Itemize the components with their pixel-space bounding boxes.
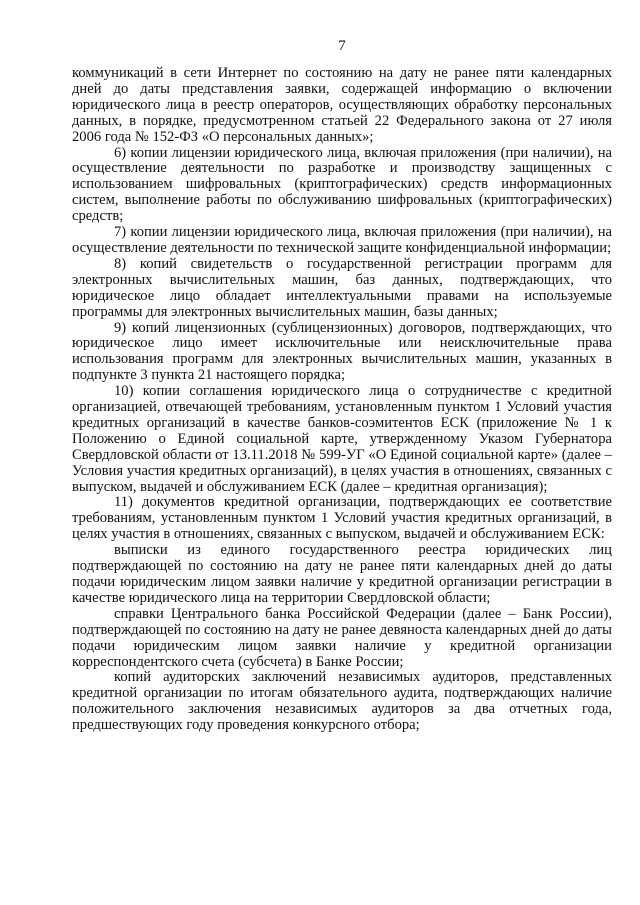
paragraph-central-bank-certificate: справки Центрального банка Российской Федерации (далее – Банк России), подтверждающей по состоянию на дату не ранее девяноста календарных дней до даты подачи юридическим лицом заявки наличие у кредитной организации корреспондентского счета (субсчета) в Банке России;: [72, 605, 612, 670]
paragraph-item-8: 8) копий свидетельств о государственной регистрации программ для электронных вычислительных машин, баз данных, подтверждающих, что юридическое лицо обладает интеллектуальными правами на используемые программы для электронных вычислительных машин, базы данных;: [72, 255, 612, 320]
paragraph-continuation: коммуникаций в сети Интернет по состоянию на дату не ранее пяти календарных дней до даты представления заявки, содержащей информацию о включении юридического лица в реестр операторов, осуществляющих обработку персональных данных, в порядке, предусмотренном статьей 22 Федерального закона от 27 июля 2006 года № 152-ФЗ «О персональных данных»;: [72, 65, 612, 145]
paragraph-registry-extract: выписки из единого государственного реестра юридических лиц подтверждающей по состоянию на дату не ранее пяти календарных дней до даты подачи юридическим лицом заявки наличие у кредитной организации регистрации в качестве юридического лица на территории Свердловской области;: [72, 542, 612, 606]
page-number: 7: [338, 38, 346, 54]
paragraph-item-11: 11) документов кредитной организации, подтверждающих ее соответствие требованиям, установленным пунктом 1 Условий участия кредитных организаций, в целях участия в отношениях, связанных с выпуском, выдачей и обслуживанием ЕСК:: [72, 494, 612, 543]
document-body: [72, 66, 612, 734]
paragraph-item-10: 10) копии соглашения юридического лица о сотрудничестве с кредитной организацией, отвечающей требованиям, установленным пунктом 1 Условий участия кредитных организаций в качестве банков-соэмитентов ЕСК (приложение № 1 к Положению о Единой социальной карте, утвержденному Указом Губернатора Свердловской области от 13.11.2018 № 599-УГ «О Единой социальной карте» (далее – Условия участия кредитных организаций), в целях участия в отношениях, связанных с выпуском, выдачей и обслуживанием ЕСК (далее – кредитная организация);: [72, 383, 612, 495]
paragraph-item-7: 7) копии лицензии юридического лица, включая приложения (при наличии), на осуществление деятельности по технической защите конфиденциальной информации;: [72, 224, 612, 256]
paragraph-audit-reports: копий аудиторских заключений независимых аудиторов, представленных кредитной организации по итогам обязательного аудита, подтверждающих наличие положительного заключения независимых аудиторов за два отчетных года, предшествующих году проведения конкурсного отбора;: [72, 669, 612, 734]
paragraph-item-6: 6) копии лицензии юридического лица, включая приложения (при наличии), на осуществление деятельности по разработке и производству защищенных с использованием шифровальных (криптографических) средств информационных систем, выполнение работы по обслуживанию шифровальных (криптографических) средств;: [72, 144, 612, 225]
paragraph-item-9: 9) копий лицензионных (сублицензионных) договоров, подтверждающих, что юридическое лицо имеет исключительные или неисключительные права использования программ для электронных вычислительных машин, указанных в подпункте 3 пункта 21 настоящего порядка;: [72, 319, 612, 384]
